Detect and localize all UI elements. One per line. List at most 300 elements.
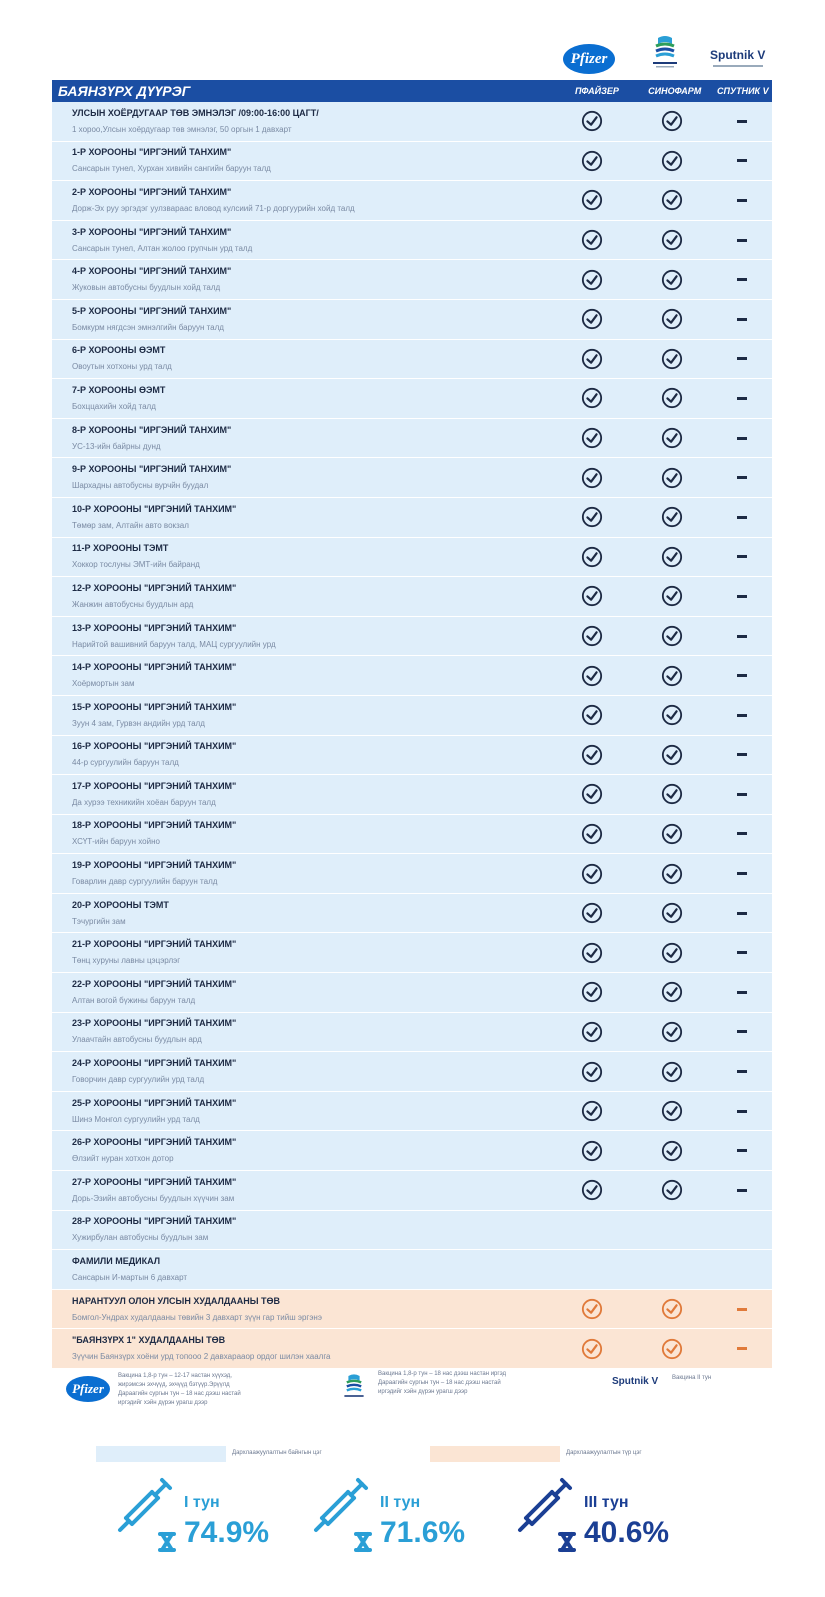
location-name: 27-Р ХОРООНЫ "ИРГЭНИЙ ТАНХИМ" [72,1176,237,1187]
pfizer-cell [552,1179,632,1201]
location-cell [52,582,552,611]
location-cell [52,186,552,215]
sputnik-cell [712,278,772,281]
table-row [52,696,772,736]
location-address: Говарлин давр сургуулийн баруун талд [72,877,218,887]
dash-icon [737,555,747,558]
table-row [52,815,772,855]
pfizer-cell [552,1338,632,1360]
pfizer-cell [552,665,632,687]
sputnik-cell [712,1189,772,1192]
location-cell [52,1017,552,1046]
stat-percent: 74.9% [184,1516,270,1549]
check-circle-icon [581,506,603,528]
location-cell [52,107,552,136]
dash-icon [737,1030,747,1033]
location-name: ФАМИЛИ МЕДИКАЛ [72,1256,161,1267]
sinopharm-cell [632,1140,712,1162]
location-address: Шинэ Монгол сургуулийн урд талд [72,1114,200,1124]
sinopharm-cell [632,665,712,687]
dash-icon [737,437,747,440]
check-circle-icon [581,229,603,251]
check-circle-icon [661,387,683,409]
sinopharm-cell [632,625,712,647]
pfizer-cell [552,427,632,449]
pfizer-cell [552,585,632,607]
table-row [52,102,772,142]
pfizer-cell [552,467,632,489]
location-name: 21-Р ХОРООНЫ "ИРГЭНИЙ ТАНХИМ" [72,939,237,950]
check-circle-icon [661,269,683,291]
sinopharm-cell [632,308,712,330]
dash-icon [737,912,747,915]
location-name: 3-Р ХОРООНЫ "ИРГЭНИЙ ТАНХИМ" [72,226,232,237]
note-line: Вакцина II тун [672,1375,712,1381]
check-circle-icon [661,1021,683,1043]
sinopharm-cell [632,1100,712,1122]
sinopharm-cell [632,229,712,251]
note-line: Дараагийн сургын тун – 18 нас дээш настай [118,1391,241,1397]
syringe-hourglass-icon [116,1474,182,1554]
stat-dose-1 [116,1474,316,1574]
check-circle-icon [661,1061,683,1083]
pfizer-cell [552,625,632,647]
pfizer-cell [552,189,632,211]
check-circle-icon [581,863,603,885]
sputnik-cell [712,397,772,400]
dose-stats [0,1474,825,1584]
pfizer-note [118,1372,318,1408]
location-cell [52,1215,552,1244]
note-line: Вакцина 1,8-р тун – 12-17 настан хүүхэд, [118,1373,232,1379]
location-cell [52,701,552,730]
sputnik-cell [712,476,772,479]
dash-icon [737,516,747,519]
check-circle-icon [581,823,603,845]
sinopharm-cell [632,110,712,132]
table-row [52,260,772,300]
location-address: Овоутын хотхоны урд талд [72,362,172,372]
location-cell [52,1334,552,1363]
sinopharm-cell [632,1179,712,1201]
note-line: Вакцина 1,8-р тун – 18 нас дээш настан иргэд [378,1371,506,1377]
location-address: 1 хороо,Улсын хоёрдугаар төв эмнэлэг, 50 оргын 1 давхарт [72,124,292,134]
table-row [52,419,772,459]
syringe-hourglass-icon [516,1474,582,1554]
check-circle-icon [581,387,603,409]
pfizer-cell [552,783,632,805]
legend-blue-swatch [96,1446,226,1462]
location-address: Хоккор тослуны ЭМТ-ийн байранд [72,560,200,570]
check-circle-icon [661,863,683,885]
vaccine-logos [0,28,825,76]
location-name: 20-Р ХОРООНЫ ТЭМТ [72,899,169,910]
location-name: 15-Р ХОРООНЫ "ИРГЭНИЙ ТАНХИМ" [72,701,237,712]
pfizer-cell [552,546,632,568]
pfizer-cell [552,942,632,964]
location-cell [52,1255,552,1284]
location-address: Зүүчин Баянзүрх хоёни урд топооо 2 давхарааор ордог шилэн хаалга [72,1352,331,1362]
sinopharm-cell [632,704,712,726]
table-row [52,933,772,973]
sinopharm-cell [632,1021,712,1043]
location-address: Жанжин автобусны буудлын ард [72,599,194,609]
location-cell [52,1176,552,1205]
sputnik-cell [712,1149,772,1152]
stat-percent: 71.6% [380,1516,466,1549]
pfizer-cell [552,387,632,409]
sinopharm-cell [632,942,712,964]
sputnik-cell [712,555,772,558]
check-circle-icon [661,150,683,172]
check-circle-icon [661,1298,683,1320]
location-name: 17-Р ХОРООНЫ "ИРГЭНИЙ ТАНХИМ" [72,780,237,791]
dash-icon [737,1070,747,1073]
location-address: Дорж-Эх руу эргэдэг уулзвараас вловод кулсиий 71-р доргуурийн хойд талд [72,203,355,213]
pfizer-cell [552,1298,632,1320]
sputnik-cell [712,635,772,638]
location-cell [52,938,552,967]
sputnik-cell [712,832,772,835]
pfizer-cell [552,1140,632,1162]
location-address: Сансарын тунел, Алтан жолоо групчын урд талд [72,243,253,253]
sputnik-cell [712,872,772,875]
table-row [52,498,772,538]
stat-percent: 40.6% [584,1516,670,1549]
table-header [52,80,772,102]
check-circle-icon [661,744,683,766]
sputnik-note [672,1374,792,1383]
sputnik-cell [712,516,772,519]
location-name: 11-Р ХОРООНЫ ТЭМТ [72,543,169,554]
check-circle-icon [661,1100,683,1122]
sinopharm-cell [632,981,712,1003]
note-line: жирэмсэн эхчүүд, эхчүүд бэтүүр.Эрүүлд [118,1382,230,1388]
check-circle-icon [661,585,683,607]
sinopharm-logo-small [342,1372,366,1404]
sinopharm-note [378,1370,598,1397]
location-cell [52,622,552,651]
dash-icon [737,278,747,281]
location-address: Говорчин давр сургуулийн урд талд [72,1075,205,1085]
dash-icon [737,120,747,123]
check-circle-icon [581,625,603,647]
sinopharm-cell [632,269,712,291]
dash-icon [737,159,747,162]
sinopharm-cell [632,506,712,528]
table-row [52,577,772,617]
check-circle-icon [581,585,603,607]
location-name: 8-Р ХОРООНЫ "ИРГЭНИЙ ТАНХИМ" [72,424,232,435]
location-name: 18-Р ХОРООНЫ "ИРГЭНИЙ ТАНХИМ" [72,820,237,831]
stat-label: II тун [380,1494,421,1511]
check-circle-icon [661,546,683,568]
location-address: Төмөр зам, Алтайн авто вокзал [72,520,189,530]
sputnik-logo-underline [713,65,763,67]
sputnik-cell [712,120,772,123]
col-pfizer: ПФАЙЗЕР [574,86,619,96]
location-cell [52,146,552,175]
table-row [52,1290,772,1330]
check-circle-icon [581,1179,603,1201]
location-name: 1-Р ХОРООНЫ "ИРГЭНИЙ ТАНХИМ" [72,147,232,158]
sinopharm-cell [632,387,712,409]
dash-icon [737,674,747,677]
location-address: Хоёрмортын зам [72,679,135,689]
pfizer-cell [552,704,632,726]
check-circle-icon [661,467,683,489]
legend-orange-label: Дархлаажуулалтын түр цэг [566,1450,642,1456]
location-address: Бомкурм нягдсэн эмнэлгийн баруун талд [72,322,224,332]
location-cell [52,344,552,373]
location-name: 19-Р ХОРООНЫ "ИРГЭНИЙ ТАНХИМ" [72,860,237,871]
check-circle-icon [661,348,683,370]
sputnik-cell [712,357,772,360]
location-address: Улаачтайн автобусны буудлын ард [72,1035,202,1045]
table-row [52,1092,772,1132]
check-circle-icon [581,981,603,1003]
pfizer-cell [552,744,632,766]
location-name: 13-Р ХОРООНЫ "ИРГЭНИЙ ТАНХИМ" [72,622,237,633]
vaccination-table [52,80,772,1369]
pfizer-cell [552,308,632,330]
stat-dose-2 [312,1474,512,1574]
table-row [52,894,772,934]
table-row [52,538,772,578]
location-cell [52,226,552,255]
sinopharm-cell [632,348,712,370]
check-circle-icon [661,704,683,726]
sputnik-cell [712,793,772,796]
check-circle-icon [581,308,603,330]
legend-blue-label: Дархлаажуулалтын байнгын цэг [232,1450,322,1456]
pfizer-cell [552,269,632,291]
check-circle-icon [581,744,603,766]
check-circle-icon [661,823,683,845]
table-row [52,458,772,498]
check-circle-icon [661,1179,683,1201]
sputnik-cell [712,753,772,756]
location-address: Зуун 4 зам, Гурвэн андийн урд талд [72,718,205,728]
location-name: "БАЯНЗҮРХ 1" ХУДАЛДААНЫ ТӨВ [72,1335,226,1346]
check-circle-icon [581,348,603,370]
sinopharm-cell [632,744,712,766]
dash-icon [737,397,747,400]
note-line: Дараагийн сургын тун – 18 нас дээш настай [378,1380,501,1386]
sputnik-cell [712,595,772,598]
location-address: Сансарын тунел, Хурхан хивийн сангийн баруун талд [72,164,271,174]
check-circle-icon [661,783,683,805]
check-circle-icon [661,942,683,964]
dash-icon [737,595,747,598]
location-cell [52,859,552,888]
check-circle-icon [581,1140,603,1162]
location-cell [52,1136,552,1165]
stat-label: I тун [184,1494,220,1511]
check-circle-icon [581,467,603,489]
sputnik-cell [712,714,772,717]
sputnik-cell [712,1030,772,1033]
location-address: Бохццахийн хойд талд [72,401,156,411]
pfizer-cell [552,110,632,132]
syringe-hourglass-icon [312,1474,378,1554]
check-circle-icon [661,625,683,647]
dash-icon [737,991,747,994]
check-circle-icon [661,902,683,924]
location-address: Хужирбулан автобусны буудлын зам [72,1233,209,1243]
sputnik-cell [712,674,772,677]
dash-icon [737,635,747,638]
location-cell [52,424,552,453]
sinopharm-logo [650,34,680,72]
dash-icon [737,239,747,242]
note-line: иргэдийг хэйн дүрэн урагш дээр [378,1389,468,1395]
location-name: 23-Р ХОРООНЫ "ИРГЭНИЙ ТАНХИМ" [72,1018,237,1029]
sputnik-cell [712,318,772,321]
location-cell [52,780,552,809]
pfizer-cell [552,506,632,528]
location-cell [52,1295,552,1324]
sinopharm-cell [632,427,712,449]
pfizer-cell [552,863,632,885]
table-row [52,142,772,182]
location-name: 7-Р ХОРООНЫ ӨЭМТ [72,384,166,395]
table-row [52,736,772,776]
table-row [52,221,772,261]
sinopharm-cell [632,1061,712,1083]
location-name: 28-Р ХОРООНЫ "ИРГЭНИЙ ТАНХИМ" [72,1216,237,1227]
col-sputnik: СПУТНИК V [717,86,769,96]
stat-dose-3 [516,1474,716,1574]
dash-icon [737,1149,747,1152]
location-cell [52,305,552,334]
table-row [52,775,772,815]
sputnik-cell [712,239,772,242]
location-address: Бомгол-Ундрах худалдааны төвийн 3 давхарт зүүн гар тийш эргэнэ [72,1312,322,1322]
pfizer-logo: Pfizer [563,44,615,74]
location-address: УС-13-ийн байрны дунд [72,441,161,451]
table-row [52,617,772,657]
table-row [52,973,772,1013]
dash-icon [737,753,747,756]
pfizer-cell [552,1061,632,1083]
sputnik-cell [712,991,772,994]
check-circle-icon [581,704,603,726]
table-row [52,854,772,894]
location-name: 9-Р ХОРООНЫ "ИРГЭНИЙ ТАНХИМ" [72,464,232,475]
pfizer-logo-small: Pfizer [66,1376,110,1402]
location-name: 6-Р ХОРООНЫ ӨЭМТ [72,345,166,356]
dash-icon [737,832,747,835]
sputnik-cell [712,1110,772,1113]
pfizer-cell [552,823,632,845]
sinopharm-cell [632,783,712,805]
table-row [52,181,772,221]
check-circle-icon [581,546,603,568]
dash-icon [737,476,747,479]
vaccine-notes [0,1368,825,1428]
check-circle-icon [661,1140,683,1162]
location-name: 16-Р ХОРООНЫ "ИРГЭНИЙ ТАНХИМ" [72,741,237,752]
table-row [52,1329,772,1369]
check-circle-icon [581,902,603,924]
dash-icon [737,1189,747,1192]
check-circle-icon [661,1338,683,1360]
check-circle-icon [581,110,603,132]
pfizer-cell [552,981,632,1003]
sputnik-cell [712,159,772,162]
location-name: 22-Р ХОРООНЫ "ИРГЭНИЙ ТАНХИМ" [72,978,237,989]
location-cell [52,978,552,1007]
sputnik-cell [712,1308,772,1311]
check-circle-icon [581,427,603,449]
location-name: 26-Р ХОРООНЫ "ИРГЭНИЙ ТАНХИМ" [72,1137,237,1148]
check-circle-icon [581,1061,603,1083]
table-row [52,1211,772,1251]
sinopharm-cell [632,902,712,924]
location-address: ХСҮТ-ийн баруун хойно [72,837,160,847]
sinopharm-cell [632,467,712,489]
check-circle-icon [581,1021,603,1043]
sinopharm-cell [632,546,712,568]
check-circle-icon [581,942,603,964]
dash-icon [737,714,747,717]
location-address: Өлзийт нуран хотхон дотор [72,1154,174,1164]
pfizer-cell [552,1100,632,1122]
sputnik-cell [712,437,772,440]
dash-icon [737,318,747,321]
check-circle-icon [661,665,683,687]
location-address: Алтан вогой бүжины баруун талд [72,995,196,1005]
sinopharm-cell [632,863,712,885]
check-circle-icon [581,269,603,291]
note-line: иргэдийг хэйн дүрэн урагш дээр [118,1400,208,1406]
location-name: 2-Р ХОРООНЫ "ИРГЭНИЙ ТАНХИМ" [72,186,232,197]
check-circle-icon [581,150,603,172]
location-address: Да хурээ техникийн хоёан баруун талд [72,797,216,807]
legend [0,1446,825,1466]
table-row [52,340,772,380]
sinopharm-cell [632,150,712,172]
table-body [52,102,772,1369]
stat-label: III тун [584,1494,629,1511]
location-address: Тэчургийн зам [72,916,126,926]
location-name: 5-Р ХОРООНЫ "ИРГЭНИЙ ТАНХИМ" [72,305,232,316]
location-address: Сансарын И-мартын 6 давхарт [72,1273,188,1283]
location-cell [52,819,552,848]
location-name: 24-Р ХОРООНЫ "ИРГЭНИЙ ТАНХИМ" [72,1058,237,1069]
check-circle-icon [581,1298,603,1320]
sinopharm-cell [632,823,712,845]
location-cell [52,503,552,532]
pfizer-cell [552,150,632,172]
table-row [52,1250,772,1290]
table-row [52,1171,772,1211]
dash-icon [737,357,747,360]
sputnik-cell [712,912,772,915]
check-circle-icon [661,110,683,132]
location-name: 10-Р ХОРООНЫ "ИРГЭНИЙ ТАНХИМ" [72,503,237,514]
location-name: 4-Р ХОРООНЫ "ИРГЭНИЙ ТАНХИМ" [72,266,232,277]
table-row [52,656,772,696]
location-cell [52,661,552,690]
check-circle-icon [581,189,603,211]
location-cell [52,740,552,769]
location-name: УЛСЫН ХОЁРДУГААР ТӨВ ЭМНЭЛЭГ /09:00-16:00 ЦАГТ/ [72,107,319,118]
location-address: Жуковын автобусны буудлын хойд талд [72,283,221,293]
check-circle-icon [661,506,683,528]
check-circle-icon [581,665,603,687]
